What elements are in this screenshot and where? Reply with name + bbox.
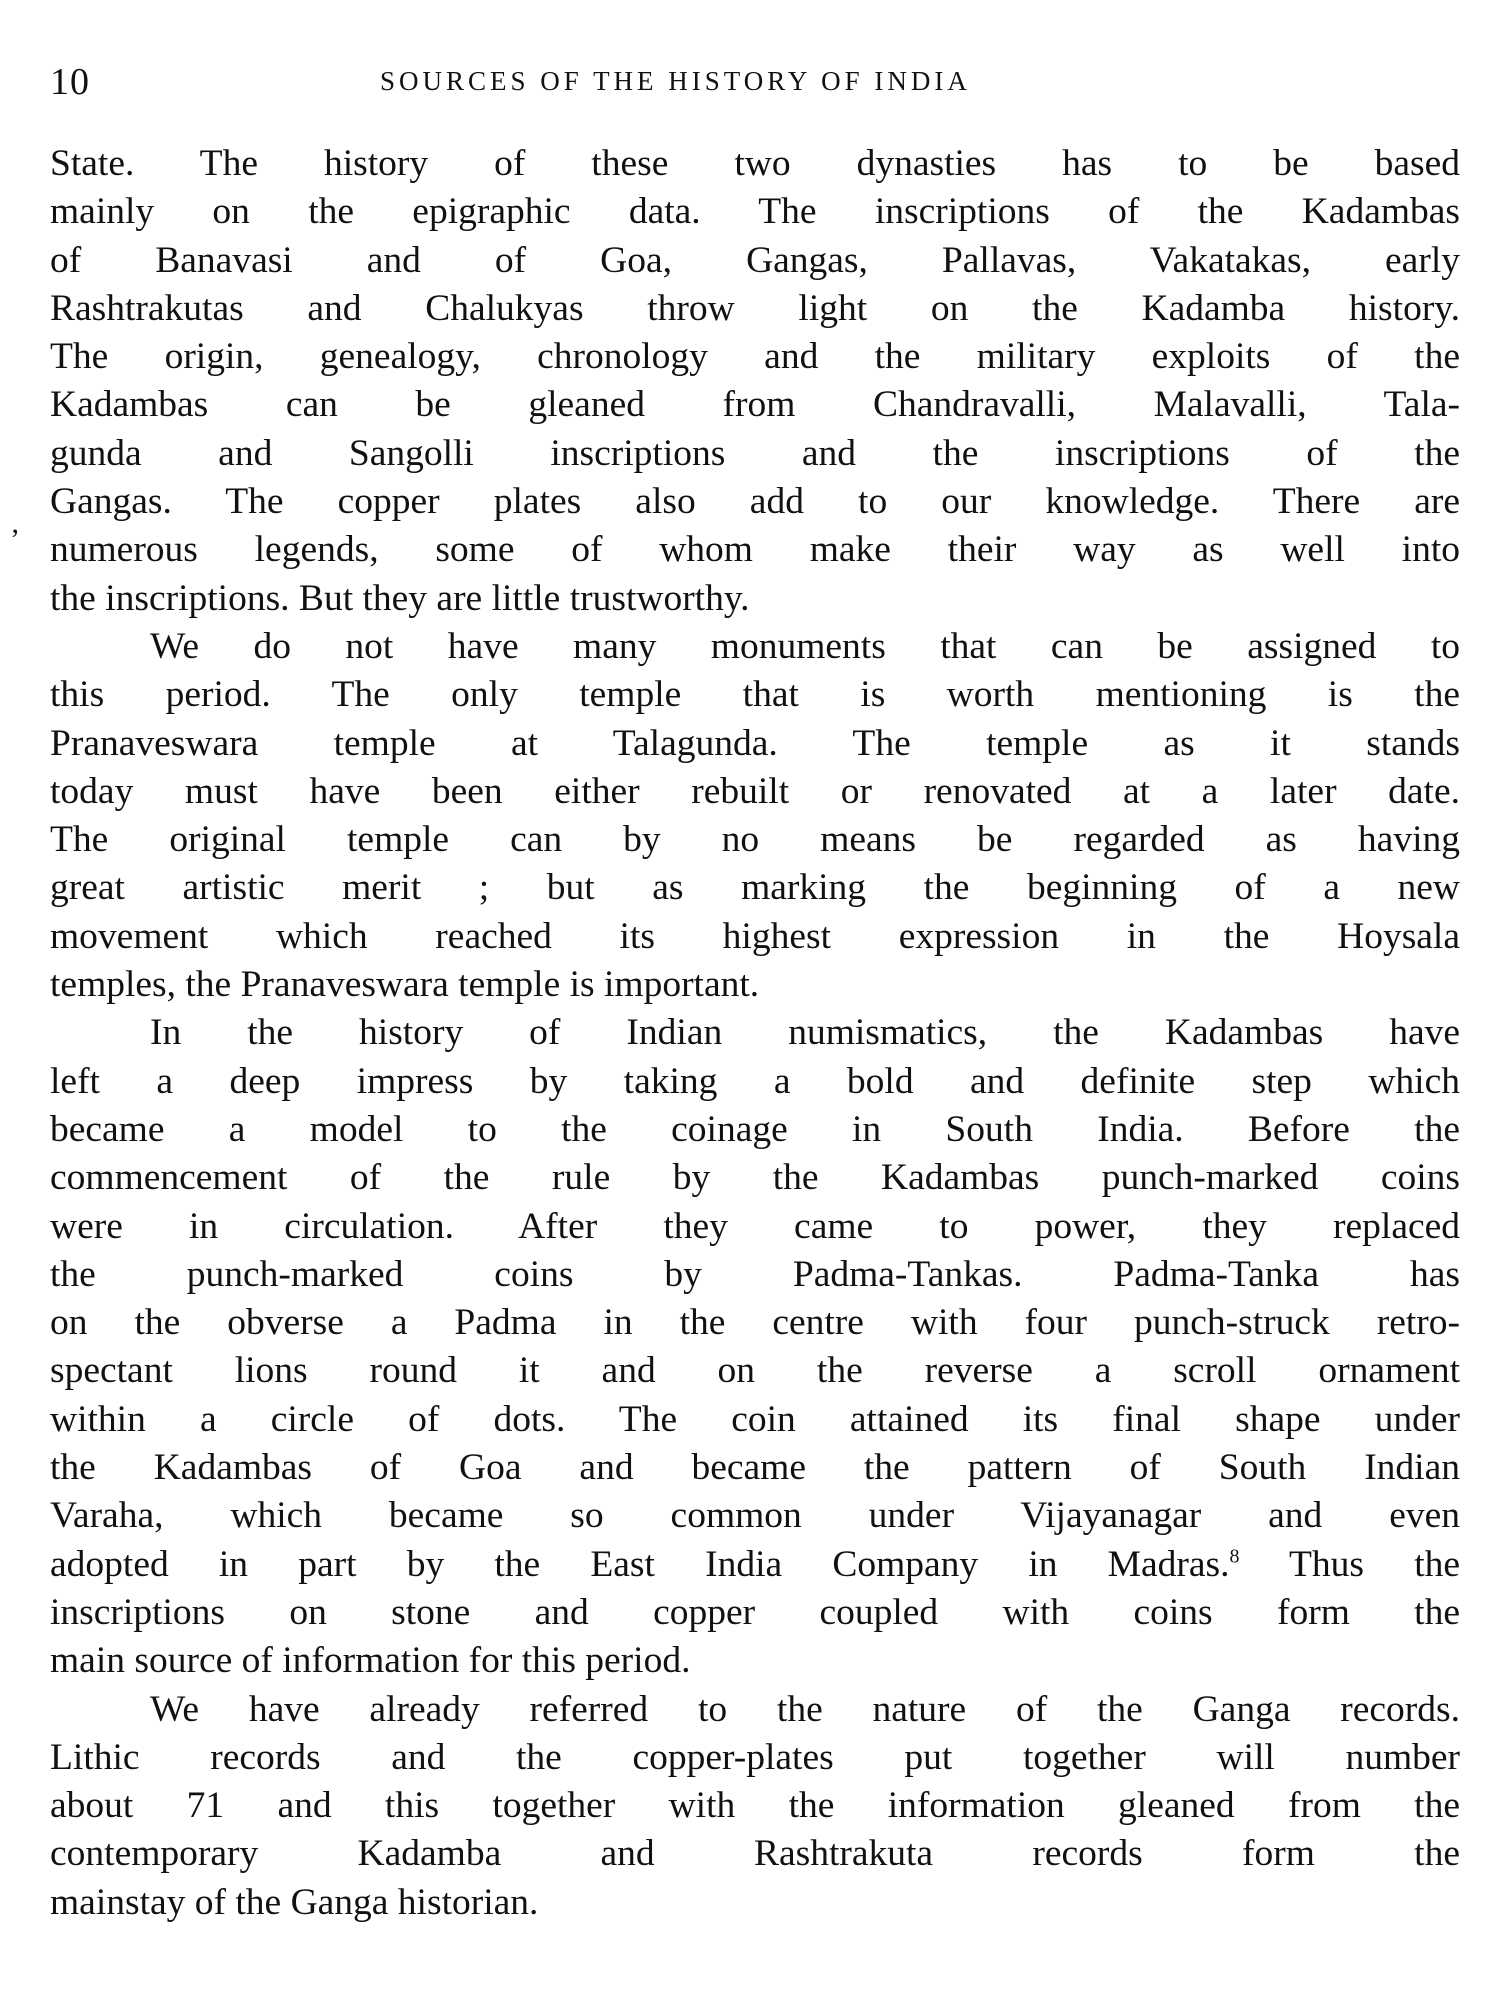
- text-line: movement which reached its highest expression in the Hoysala: [50, 915, 1460, 957]
- text-line: mainly on the epigraphic data. The inscriptions of the Kadambas: [50, 191, 1460, 233]
- text-line: The origin, genealogy, chronology and the military exploits of the: [50, 336, 1460, 378]
- page-number: 10: [50, 61, 90, 103]
- text-line: contemporary Kadamba and Rashtrakuta records form the: [50, 1833, 1460, 1875]
- text-line: on the obverse a Padma in the centre with four punch-struck retro-: [50, 1302, 1460, 1344]
- text-line: Kadambas can be gleaned from Chandravalli, Malavalli, Tala-: [50, 384, 1460, 426]
- text-line: were in circulation. After they came to power, they replaced: [50, 1205, 1460, 1247]
- text-line: State. The history of these two dynasties has to be based: [50, 143, 1460, 184]
- text-line: today must have been either rebuilt or renovated at a later date.: [50, 770, 1460, 812]
- running-head: [50, 60, 1460, 110]
- text-line: Pranaveswara temple at Talagunda. The temple as it stands: [50, 722, 1460, 764]
- text-line: commencement of the rule by the Kadambas punch-marked coins: [50, 1157, 1460, 1199]
- text-line: inscriptions on stone and copper coupled with coins form the: [50, 1591, 1460, 1633]
- text-line: Gangas. The copper plates also add to our knowledge. There are: [50, 481, 1460, 523]
- text-line: We have already referred to the nature of the Ganga records.: [150, 1688, 1460, 1730]
- text-line: temples, the Pranaveswara temple is important.: [50, 964, 760, 1006]
- text-line: the punch-marked coins by Padma-Tankas. Padma-Tanka has: [50, 1253, 1460, 1295]
- text-line: In the history of Indian numismatics, the Kadambas have: [150, 1012, 1460, 1054]
- text-line: within a circle of dots. The coin attained its final shape under: [50, 1398, 1460, 1440]
- footnote-marker: 8: [1229, 1545, 1240, 1568]
- line-tail: Thus the: [1239, 1543, 1460, 1585]
- text-line: became a model to the coinage in South India. Before the: [50, 1108, 1460, 1150]
- margin-mark: ’: [10, 523, 20, 556]
- line-text: adopted in part by the East India Company in Madras.: [50, 1543, 1230, 1585]
- text-line: of Banavasi and of Goa, Gangas, Pallavas, Vakatakas, early: [50, 239, 1460, 281]
- text-line: about 71 and this together with the information gleaned from the: [50, 1785, 1460, 1827]
- text-line: mainstay of the Ganga historian.: [50, 1881, 539, 1923]
- text-line: Rashtrakutas and Chalukyas throw light on the Kadamba history.: [50, 287, 1460, 329]
- text-line: Lithic records and the copper-plates put together will number: [50, 1736, 1460, 1778]
- running-title: SOURCES OF THE HISTORY OF INDIA: [380, 66, 971, 96]
- text-line: the inscriptions. But they are little trustworthy.: [50, 577, 750, 619]
- text-line: We do not have many monuments that can be assigned to: [150, 625, 1460, 667]
- text-line-with-footnote: [50, 1541, 1460, 1589]
- text-line: main source of information for this period.: [50, 1640, 691, 1682]
- text-line: the Kadambas of Goa and became the pattern of South Indian: [50, 1447, 1460, 1489]
- text-line: numerous legends, some of whom make their way as well into: [50, 529, 1460, 571]
- text-line: spectant lions round it and on the reverse a scroll ornament: [50, 1350, 1460, 1392]
- text-line: great artistic merit ; but as marking the beginning of a new: [50, 867, 1460, 909]
- text-line: Varaha, which became so common under Vijayanagar and even: [50, 1495, 1460, 1537]
- text-line: The original temple can by no means be regarded as having: [50, 819, 1460, 861]
- text-line: gunda and Sangolli inscriptions and the inscriptions of the: [50, 432, 1460, 474]
- text-line: this period. The only temple that is worth mentioning is the: [50, 674, 1460, 716]
- body-text: [50, 140, 1460, 1927]
- text-line: left a deep impress by taking a bold and definite step which: [50, 1060, 1460, 1102]
